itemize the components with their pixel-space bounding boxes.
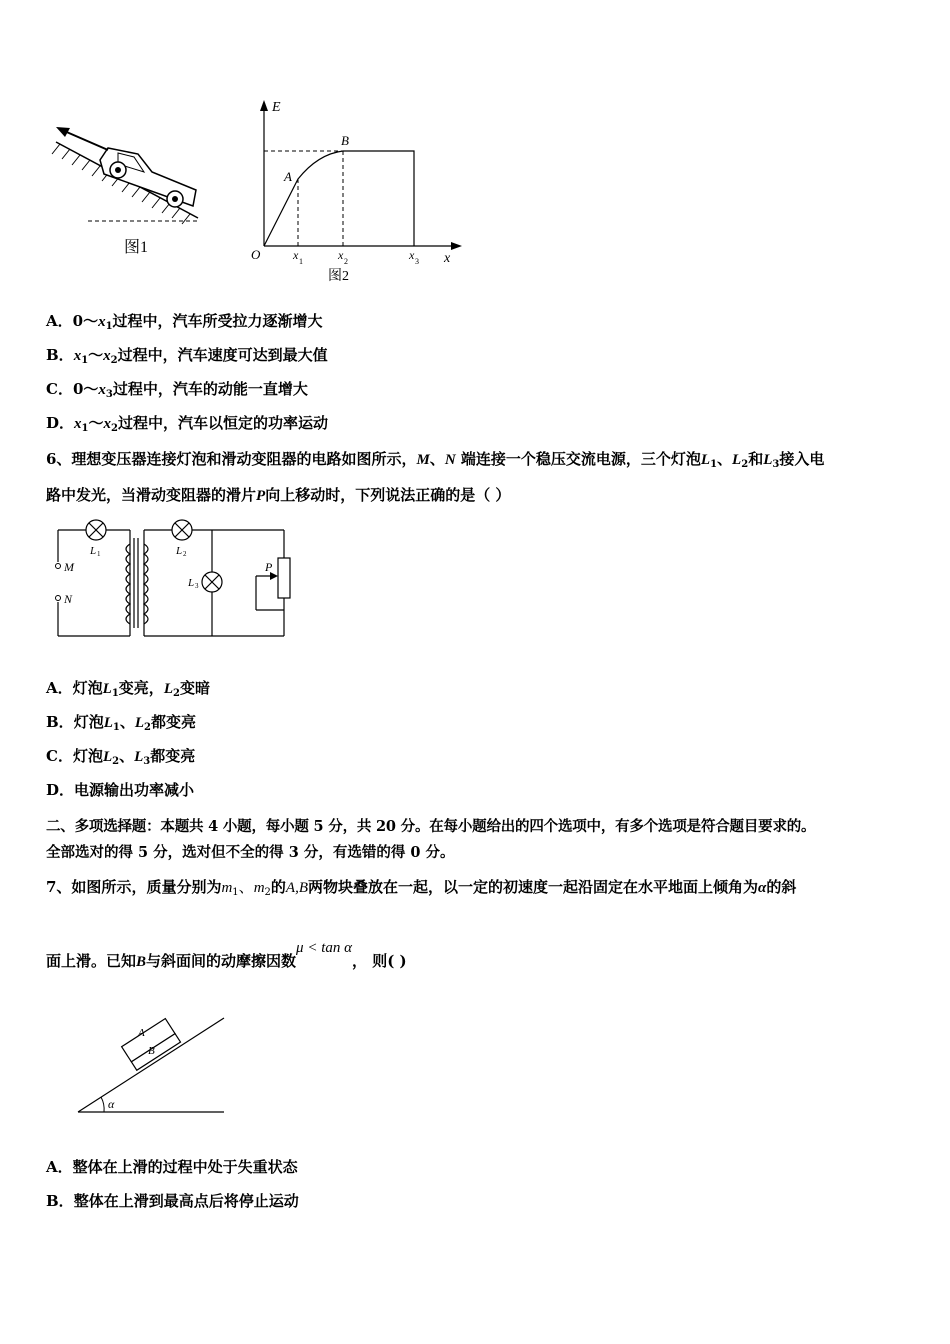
q7-option-a[interactable]: A．整体在上滑的过程中处于失重状态 — [46, 1158, 298, 1176]
axis-y-label: E — [272, 100, 281, 115]
q5-option-c[interactable]: C．$0\sim x_3$过程中，汽车的动能一直增大 — [46, 380, 308, 400]
svg-text:L: L — [188, 577, 195, 589]
section-2-header-line-2: 全部选对的得 5 分，选对但不全的得 3 分，有选错的得 0 分。 — [46, 844, 455, 861]
tick-x2-sub: 2 — [344, 257, 348, 266]
svg-text:x: x — [409, 248, 415, 262]
q6-option-d[interactable]: D．电源输出功率减小 — [46, 781, 195, 799]
q5-option-a[interactable]: A．$0\sim x_1$过程中，汽车所受拉力逐渐增大 — [46, 312, 323, 332]
q7-stem-line-2: 面上滑。已知B与斜面间的动摩擦因数μ < tan α， 则( ) — [46, 940, 407, 970]
figure-1-car-on-incline — [48, 120, 218, 260]
terminal-m-label: M — [64, 560, 74, 574]
terminal-n-label: N — [64, 592, 73, 606]
block-b-label: B — [148, 1045, 155, 1057]
q7-option-b[interactable]: B．整体在上滑到最高点后将停止运动 — [46, 1192, 299, 1210]
svg-text:1: 1 — [97, 550, 101, 558]
q6-stem-line-2: 路中发光，当滑动变阻器的滑片P向上移动时，下列说法正确的是（ ） — [46, 486, 511, 504]
svg-text:L: L — [176, 545, 183, 557]
svg-text:2: 2 — [183, 550, 187, 558]
origin-label: O — [251, 247, 261, 262]
figure-2-e-x-graph — [246, 96, 472, 286]
q6-option-c[interactable]: C．灯泡$L_2$、$L_3$都变亮 — [46, 747, 196, 767]
q6-option-b[interactable]: B．灯泡$L_1$、$L_2$都变亮 — [46, 713, 197, 733]
svg-text:L: L — [90, 545, 97, 557]
q5-option-b[interactable]: B．$x_1\sim x_2$过程中，汽车速度可达到最大值 — [46, 346, 328, 366]
angle-alpha-label: α — [108, 1097, 115, 1111]
svg-text:3: 3 — [195, 582, 199, 590]
q6-option-a[interactable]: A．灯泡$L_1$变亮，$L_2$变暗 — [46, 679, 210, 699]
lamp-l3-icon — [202, 572, 222, 592]
svg-text:x: x — [293, 248, 299, 262]
block-a-label: A — [138, 1027, 145, 1039]
point-a-label: A — [284, 169, 292, 184]
tick-x3-sub: 3 — [415, 257, 419, 266]
q5-option-d[interactable]: D．$x_1\sim x_2$过程中，汽车以恒定的功率运动 — [46, 414, 328, 434]
q6-stem-line-1: 6、理想变压器连接灯泡和滑动变阻器的电路如图所示，M、N 端连接一个稳压交流电源，三个灯泡$L_1$、$L_2$和$L_3$接入电 — [46, 450, 825, 470]
axis-x-label: x — [444, 251, 451, 266]
figure-1-caption: 图1 — [124, 239, 149, 256]
q7-stem-line-1: 7、如图所示，质量分别为$m_1$、$m_2$的A,B两物块叠放在一起，以一定的初速度一起沿固定在水平地面上倾角为α的斜 — [46, 878, 797, 898]
figure-2-caption: 图2 — [328, 269, 349, 284]
q7-incline-figure — [72, 996, 232, 1118]
lamp-l2-icon — [172, 520, 192, 540]
tick-x1-sub: 1 — [299, 257, 303, 266]
point-b-label: B — [341, 133, 349, 148]
car-icon — [100, 148, 196, 207]
section-2-header-line-1: 二、多项选择题：本题共 4 小题，每小题 5 分，共 20 分。在每小题给出的四个选项中，有多个选项是符合题目要求的。 — [46, 818, 816, 835]
slider-p-label: P — [265, 560, 273, 574]
svg-text:x: x — [338, 248, 344, 262]
lamp-l1-icon — [86, 520, 106, 540]
q6-circuit-diagram — [44, 516, 294, 646]
